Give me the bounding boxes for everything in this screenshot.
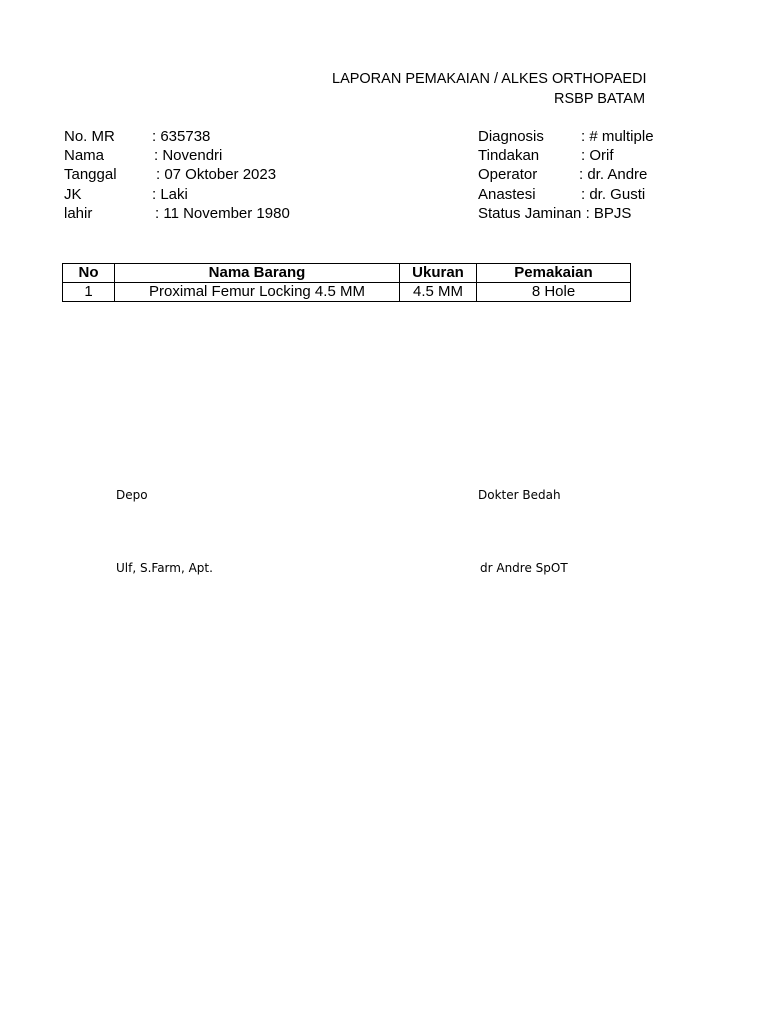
- col-header-nama-barang: Nama Barang: [115, 264, 400, 283]
- tindakan-label: Tindakan: [478, 147, 540, 164]
- report-title: LAPORAN PEMAKAIAN / ALKES ORTHOPAEDI: [332, 71, 647, 87]
- col-header-ukuran: Ukuran: [400, 264, 477, 283]
- diagnosis-value: : # multiple: [581, 128, 654, 145]
- cell-pemakaian: 8 Hole: [477, 283, 631, 302]
- hospital-name: RSBP BATAM: [554, 91, 646, 107]
- mr-label: No. MR: [64, 128, 115, 145]
- tanggal-value: : 07 Oktober 2023: [156, 166, 277, 183]
- tanggal-label: Tanggal: [64, 166, 117, 183]
- nama-label: Nama: [64, 147, 105, 164]
- diagnosis-label: Diagnosis: [478, 128, 544, 145]
- items-table: [62, 263, 631, 302]
- table-row: [63, 283, 631, 302]
- anastesi-value: : dr. Gusti: [581, 186, 646, 203]
- cell-ukuran: 4.5 MM: [400, 283, 477, 302]
- status-jaminan: [478, 205, 631, 223]
- signature-left-name: Ulf, S.Farm, Apt.: [116, 561, 213, 575]
- cell-no: 1: [63, 283, 115, 302]
- operator-value: : dr. Andre: [579, 166, 648, 183]
- jk-value: : Laki: [152, 186, 188, 203]
- jk-label: JK: [64, 186, 82, 203]
- signature-right-role: Dokter Bedah: [478, 488, 561, 502]
- col-header-no: No: [63, 264, 115, 283]
- signature-left-role: Depo: [116, 488, 148, 502]
- col-header-pemakaian: Pemakaian: [477, 264, 631, 283]
- anastesi-label: Anastesi: [478, 186, 536, 203]
- operator-label: Operator: [478, 166, 538, 183]
- nama-value: : Novendri: [154, 147, 223, 164]
- lahir-label: lahir: [64, 205, 93, 222]
- status-value: : BPJS: [585, 205, 632, 222]
- lahir-value: : 11 November 1980: [155, 205, 290, 222]
- signature-right-name: dr Andre SpOT: [480, 561, 568, 575]
- status-label: Status Jaminan: [478, 205, 582, 222]
- table-header-row: [63, 264, 631, 283]
- mr-value: : 635738: [152, 128, 211, 145]
- tindakan-value: : Orif: [581, 147, 614, 164]
- cell-nama-barang: Proximal Femur Locking 4.5 MM: [115, 283, 400, 302]
